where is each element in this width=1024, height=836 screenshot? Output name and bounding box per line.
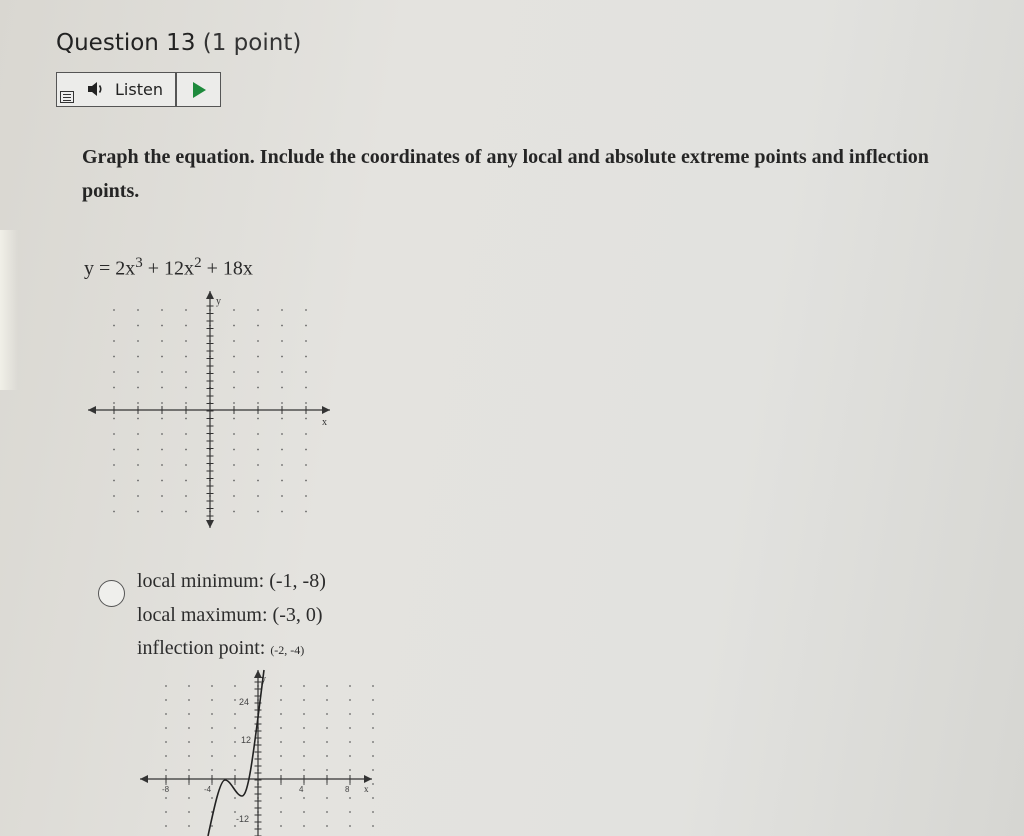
grid-dot (185, 464, 187, 466)
grid-dot (281, 511, 283, 513)
grid-dot (280, 741, 282, 743)
grid-dot (211, 797, 213, 799)
listen-button[interactable]: Listen (115, 80, 163, 99)
grid-dot (234, 741, 236, 743)
grid-dot (113, 309, 115, 311)
eq-part-1: y = 2x (84, 257, 136, 280)
listen-widget[interactable] (56, 72, 221, 107)
grid-dot (188, 685, 190, 687)
grid-dot (137, 371, 139, 373)
inflection-value: (-2, -4) (270, 643, 305, 657)
grid-dot (165, 797, 167, 799)
grid-dot (188, 741, 190, 743)
question-points: (1 point) (202, 30, 302, 56)
answer-x-arrow-right (364, 775, 372, 783)
grid-dot (281, 325, 283, 327)
grid-dot (137, 449, 139, 451)
grid-dot (185, 480, 187, 482)
grid-dot (280, 755, 282, 757)
grid-dot (281, 449, 283, 451)
eq-part-3: + 18x (201, 257, 253, 280)
grid-dot (113, 511, 115, 513)
grid-dot (305, 309, 307, 311)
grid-dot (349, 811, 351, 813)
grid-dot (372, 713, 374, 715)
grid-dot (233, 402, 235, 404)
grid-dot (233, 309, 235, 311)
function-curve (208, 670, 264, 836)
grid-dot (257, 387, 259, 389)
grid-dot (211, 741, 213, 743)
grid-dot (257, 325, 259, 327)
answer-x-arrow-left (140, 775, 148, 783)
grid-dot (349, 755, 351, 757)
question-instruction: Graph the equation. Include the coordinates of any local and absolute extreme points and inflection points. (82, 146, 929, 202)
grid-dot (165, 755, 167, 757)
grid-dot (372, 685, 374, 687)
grid-dot (326, 769, 328, 771)
grid-dot (326, 755, 328, 757)
question-title (56, 30, 301, 56)
x-axis-arrow-left (88, 406, 96, 414)
grid-dot (281, 309, 283, 311)
x-tick-label-4: 4 (299, 785, 304, 794)
grid-dot (280, 699, 282, 701)
grid-dot (113, 340, 115, 342)
grid-dot (113, 433, 115, 435)
grid-dot (161, 480, 163, 482)
grid-dot (185, 325, 187, 327)
grid-dot (211, 685, 213, 687)
grid-dot (349, 713, 351, 715)
grid-dot (185, 449, 187, 451)
grid-dot (234, 699, 236, 701)
grid-dot (326, 783, 328, 785)
grid-dot (305, 387, 307, 389)
grid-dot (281, 356, 283, 358)
inflection-point-text (137, 637, 304, 660)
grid-dot (185, 387, 187, 389)
grid-dot (349, 769, 351, 771)
grid-dot (372, 811, 374, 813)
grid-dot (280, 713, 282, 715)
grid-dot (188, 811, 190, 813)
grid-dot (305, 480, 307, 482)
grid-dot (137, 418, 139, 420)
grid-dot (137, 309, 139, 311)
answer-graph (136, 668, 386, 836)
grid-dot (349, 741, 351, 743)
grid-dot (234, 713, 236, 715)
grid-dot (233, 449, 235, 451)
inflection-label: inflection point: (137, 637, 271, 659)
grid-dot (185, 371, 187, 373)
grid-dot (234, 727, 236, 729)
grid-dot (305, 371, 307, 373)
grid-dot (305, 325, 307, 327)
grid-dot (303, 727, 305, 729)
grid-dot (280, 811, 282, 813)
grid-dot (234, 811, 236, 813)
grid-dot (326, 685, 328, 687)
grid-dot (305, 511, 307, 513)
grid-dot (211, 727, 213, 729)
grid-dot (281, 340, 283, 342)
grid-dot (372, 755, 374, 757)
grid-dot (211, 713, 213, 715)
grid-dot (233, 464, 235, 466)
ambient-light (0, 230, 18, 390)
grid-dot (165, 713, 167, 715)
grid-dot (280, 727, 282, 729)
grid-dot (234, 685, 236, 687)
grid-dot (233, 433, 235, 435)
grid-dot (372, 783, 374, 785)
grid-dot (137, 356, 139, 358)
grid-dot (281, 480, 283, 482)
grid-dot (113, 356, 115, 358)
grid-dot (349, 797, 351, 799)
y-axis-label: y (216, 296, 221, 307)
grid-dot (165, 825, 167, 827)
grid-dot (161, 340, 163, 342)
grid-dot (185, 309, 187, 311)
grid-dot (280, 685, 282, 687)
grid-dot (303, 685, 305, 687)
grid-dot (137, 387, 139, 389)
grid-dot (257, 402, 259, 404)
grid-dot (161, 449, 163, 451)
grid-dot (113, 495, 115, 497)
eq-part-2: + 12x (142, 257, 195, 280)
grid-dot (372, 727, 374, 729)
grid-dot (281, 371, 283, 373)
grid-dot (303, 755, 305, 757)
answer-y-label: y (261, 674, 266, 685)
x-tick-label-neg8: -8 (162, 785, 170, 794)
grid-dot (234, 783, 236, 785)
grid-dot (257, 464, 259, 466)
grid-dot (280, 769, 282, 771)
grid-dot (161, 464, 163, 466)
grid-dot (185, 433, 187, 435)
grid-dot (211, 769, 213, 771)
grid-dot (326, 797, 328, 799)
grid-dot (161, 371, 163, 373)
answer-grid-dots (165, 685, 374, 827)
eq-exp-1: 3 (135, 255, 143, 271)
y-tick-label-24: 24 (239, 697, 250, 707)
grid-dot (372, 825, 374, 827)
grid-dot (137, 340, 139, 342)
grid-dot (185, 356, 187, 358)
grid-dot (257, 418, 259, 420)
eq-exp-2: 2 (194, 255, 202, 271)
grid-dot (165, 685, 167, 687)
grid-dot (281, 464, 283, 466)
grid-dot (211, 699, 213, 701)
grid-dot (137, 480, 139, 482)
x-axis-arrow-right (322, 406, 330, 414)
grid-dot (233, 356, 235, 358)
grid-dot (113, 418, 115, 420)
grid-dot (349, 727, 351, 729)
local-minimum-text: local minimum: (-1, -8) (137, 570, 326, 592)
grid-dot (113, 402, 115, 404)
grid-dot (233, 495, 235, 497)
grid-dot (257, 356, 259, 358)
speaker-icon (87, 81, 105, 97)
grid-dot (303, 741, 305, 743)
grid-dot (326, 741, 328, 743)
grid-dot (165, 769, 167, 771)
grid-dot (185, 511, 187, 513)
y-tick-label-neg12: -12 (236, 814, 250, 824)
grid-dot (165, 811, 167, 813)
grid-dot (349, 685, 351, 687)
grid-dot (188, 797, 190, 799)
grid-dot (233, 418, 235, 420)
grid-dot (280, 825, 282, 827)
grid-dot (161, 495, 163, 497)
grid-dot (137, 325, 139, 327)
grid-dot (161, 433, 163, 435)
grid-dot (281, 433, 283, 435)
grid-dot (211, 825, 213, 827)
grid-dot (234, 755, 236, 757)
grid-dot (161, 356, 163, 358)
grid-dot (257, 449, 259, 451)
grid-dot (161, 325, 163, 327)
grid-dot (305, 356, 307, 358)
grid-dot (372, 741, 374, 743)
y-axis-arrow-down (206, 520, 214, 528)
grid-dot (372, 797, 374, 799)
grid-dot (137, 402, 139, 404)
grid-dot (185, 418, 187, 420)
grid-dot (161, 511, 163, 513)
grid-dot (281, 402, 283, 404)
grid-dot (303, 713, 305, 715)
grid-dot (234, 825, 236, 827)
y-tick-label-12: 12 (241, 735, 252, 745)
grid-dot (233, 387, 235, 389)
grid-dot (161, 418, 163, 420)
grid-dot (326, 727, 328, 729)
equation (84, 255, 253, 281)
grid-dot (233, 371, 235, 373)
grid-dot (257, 511, 259, 513)
grid-dot (233, 325, 235, 327)
x-tick-label-neg4: -4 (204, 785, 212, 794)
grid-dot (185, 495, 187, 497)
grid-dot (234, 769, 236, 771)
grid-dot (137, 495, 139, 497)
grid-dot (188, 699, 190, 701)
grid-dot (280, 797, 282, 799)
grid-dot (113, 464, 115, 466)
y-axis-arrow-up (206, 291, 214, 299)
grid-dot (305, 433, 307, 435)
grid-dot (211, 755, 213, 757)
grid-dot (257, 433, 259, 435)
grid-dot (113, 371, 115, 373)
grid-dot (234, 797, 236, 799)
grid-dot (303, 769, 305, 771)
play-icon[interactable] (193, 82, 206, 98)
grid-dot (303, 811, 305, 813)
grid-dot (305, 464, 307, 466)
grid-dot (372, 769, 374, 771)
grid-dot (281, 387, 283, 389)
x-tick-label-8: 8 (345, 785, 350, 794)
grid-dot (305, 340, 307, 342)
grid-dot (137, 433, 139, 435)
grid-dot (326, 825, 328, 827)
grid-dot (257, 480, 259, 482)
grid-dot (211, 783, 213, 785)
grid-dot (188, 769, 190, 771)
local-maximum-text: local maximum: (-3, 0) (137, 604, 323, 626)
grid-dot (165, 727, 167, 729)
grid-dot (305, 402, 307, 404)
grid-dot (137, 511, 139, 513)
grid-dot (281, 418, 283, 420)
grid-dot (372, 699, 374, 701)
grid-dot (188, 755, 190, 757)
grid-dot (185, 340, 187, 342)
listen-divider (175, 73, 177, 106)
grid-dot (165, 741, 167, 743)
grid-dot (188, 825, 190, 827)
grid-dot (113, 325, 115, 327)
grid-dot (233, 340, 235, 342)
grid-dot (305, 449, 307, 451)
grid-dot (303, 797, 305, 799)
grid-dot (233, 511, 235, 513)
answer-option-radio[interactable] (98, 580, 125, 607)
grid-dot (161, 402, 163, 404)
grid-dot (349, 699, 351, 701)
grid-dot (161, 387, 163, 389)
blank-graph (86, 288, 346, 533)
grid-dot (233, 480, 235, 482)
grid-dot (257, 309, 259, 311)
grid-dot (257, 371, 259, 373)
x-axis-label: x (322, 417, 327, 428)
grid-dot (113, 480, 115, 482)
grid-dot (326, 811, 328, 813)
question-number: Question 13 (56, 30, 196, 56)
grid-dot (137, 464, 139, 466)
grid-dot (326, 713, 328, 715)
grid-dot (188, 783, 190, 785)
grid-dot (188, 727, 190, 729)
answer-x-label: x (364, 784, 369, 794)
grid-dot (349, 825, 351, 827)
grid-dot (326, 699, 328, 701)
grid-dot (161, 309, 163, 311)
grid-dot (305, 418, 307, 420)
grid-dot (257, 340, 259, 342)
grid-dot (185, 402, 187, 404)
grid-dot (257, 495, 259, 497)
grid-dot (303, 699, 305, 701)
grid-dot (165, 699, 167, 701)
grid-dot (113, 449, 115, 451)
grid-dot (303, 825, 305, 827)
grid-dot (113, 387, 115, 389)
grid-dot (188, 713, 190, 715)
grid-dot (281, 495, 283, 497)
grid-dot (305, 495, 307, 497)
menu-icon[interactable] (60, 91, 74, 103)
grid-dot (280, 783, 282, 785)
